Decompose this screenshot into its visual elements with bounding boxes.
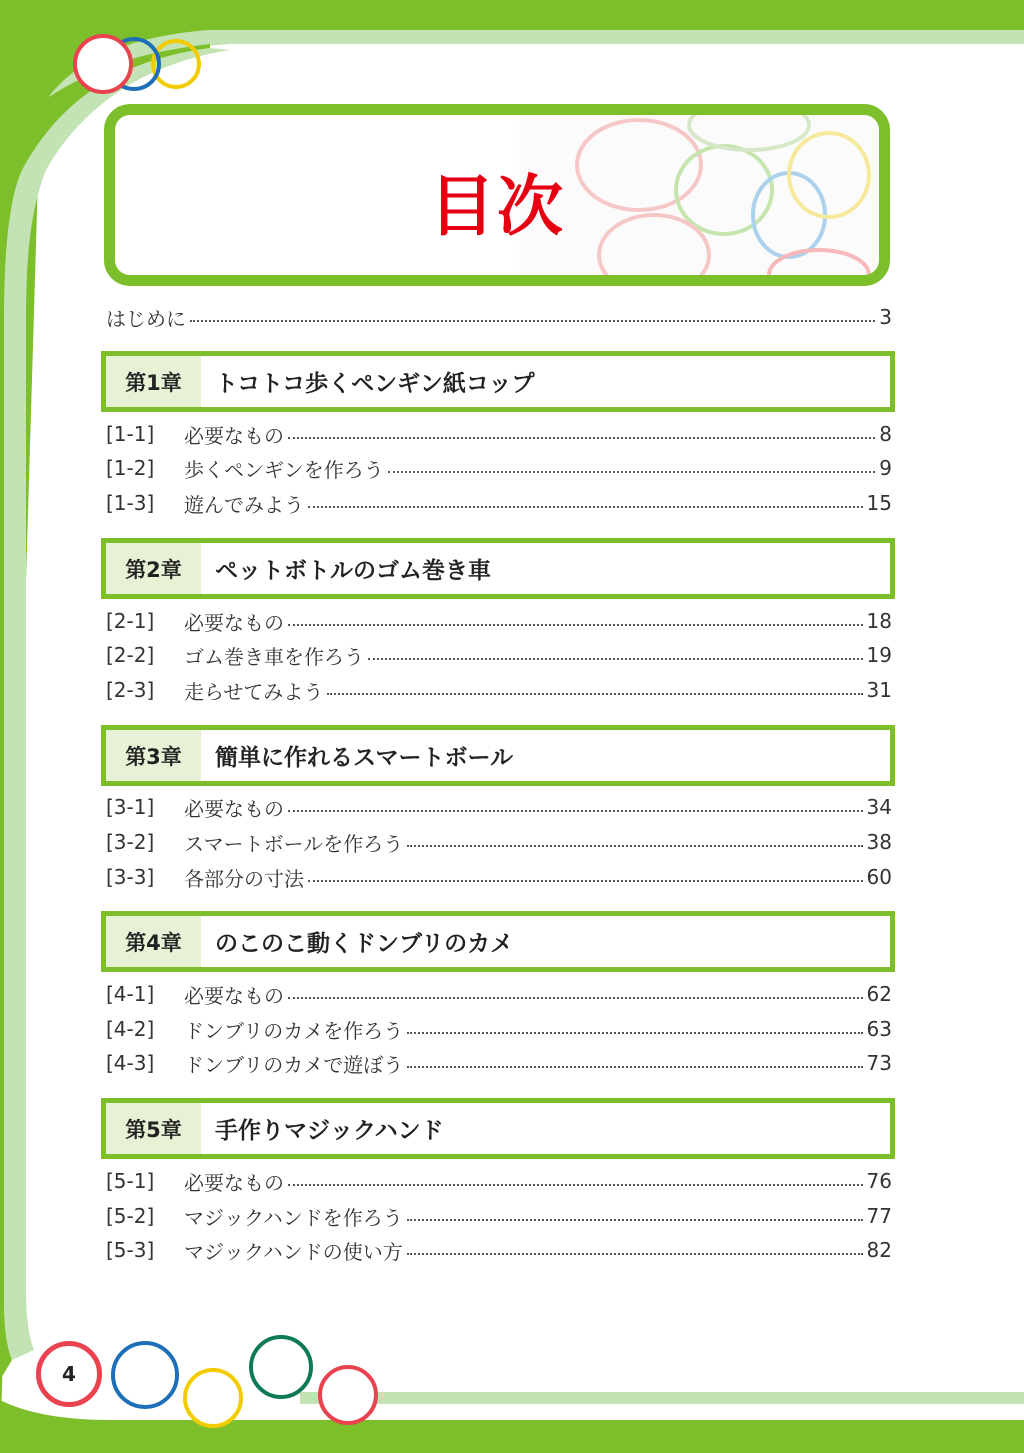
section-number: [3-3] (106, 865, 155, 889)
toc-entry-page: 62 (866, 982, 892, 1006)
section-number: [1-3] (106, 491, 155, 515)
toc-entry-page: 34 (866, 795, 892, 819)
leader-dots (288, 437, 875, 439)
leader-dots (407, 1032, 862, 1034)
toc-entry-label: 必要なもの (184, 983, 284, 1008)
chapter-number: 第2章 (106, 543, 201, 594)
toc-entry-page: 76 (866, 1169, 892, 1193)
leader-dots (288, 997, 863, 999)
leader-dots (407, 1066, 862, 1068)
chapter-heading-3[interactable] (101, 725, 895, 786)
chapter-heading-5[interactable] (101, 1098, 895, 1159)
toc-entry-page: 63 (866, 1017, 892, 1041)
title-box (104, 104, 890, 286)
section-number: [3-2] (106, 830, 155, 854)
section-number: [5-3] (106, 1238, 155, 1262)
toc-entry[interactable] (106, 827, 892, 857)
chapter-title: トコトコ歩くペンギン紙コップ (215, 371, 535, 397)
section-number: [1-2] (106, 456, 155, 480)
toc-entry[interactable] (106, 488, 892, 518)
toc-entry[interactable] (106, 1235, 892, 1265)
toc-entry-label: ドンブリのカメを作ろう (184, 1018, 404, 1043)
section-number: [5-2] (106, 1204, 155, 1228)
chapter-heading-1[interactable] (101, 351, 895, 412)
toc-entry-label: 各部分の寸法 (184, 866, 304, 891)
toc-entry-page: 60 (866, 865, 892, 889)
toc-entry[interactable] (106, 453, 892, 483)
chapter-number: 第1章 (106, 356, 201, 407)
section-number: [5-1] (106, 1169, 155, 1193)
leader-dots (407, 1219, 863, 1221)
toc-entry-page: 31 (866, 678, 892, 702)
leader-dots (288, 1184, 863, 1186)
toc-entry-label: マジックハンドを作ろう (184, 1205, 403, 1230)
toc-entry-page: 8 (879, 422, 892, 446)
leader-dots (288, 810, 863, 812)
section-number: [3-1] (106, 795, 155, 819)
section-number: [2-3] (106, 678, 155, 702)
toc-entry-label: 必要なもの (184, 610, 284, 635)
chapter-title: 手作りマジックハンド (215, 1118, 444, 1144)
toc-entry[interactable] (106, 1014, 892, 1044)
toc-entry-page: 15 (866, 491, 892, 515)
toc-entry[interactable] (106, 1048, 892, 1078)
section-number: [1-1] (106, 422, 155, 446)
leader-dots (368, 658, 863, 660)
toc-entry[interactable] (106, 606, 892, 636)
section-number: [4-1] (106, 982, 155, 1006)
leader-dots (308, 506, 863, 508)
leader-dots (190, 320, 875, 322)
chapter-heading-2[interactable] (101, 538, 895, 599)
section-number: [2-1] (106, 609, 155, 633)
section-number: [4-3] (106, 1051, 155, 1075)
toc-entry-label: 歩くペンギンを作ろう (184, 457, 384, 482)
chapter-title: のこのこ動くドンブリのカメ (215, 931, 514, 957)
toc-entry[interactable] (106, 675, 892, 705)
toc-entry-page: 9 (879, 456, 892, 480)
chapter-number: 第4章 (106, 916, 201, 967)
toc-entry-intro[interactable] (106, 302, 892, 332)
toc-entry-label: はじめに (106, 306, 186, 331)
toc-entry-label: 走らせてみよう (184, 679, 324, 704)
toc-entry-label: ドンブリのカメで遊ぼう (184, 1052, 404, 1077)
page-number: 4 (36, 1341, 102, 1407)
toc-entry[interactable] (106, 419, 892, 449)
chapter-title: ペットボトルのゴム巻き車 (215, 558, 491, 584)
toc-entry-page: 18 (866, 609, 892, 633)
toc-entry-page: 19 (866, 643, 892, 667)
toc-entry-label: ゴム巻き車を作ろう (184, 644, 364, 669)
toc-entry-label: 遊んでみよう (184, 492, 304, 517)
toc-entry-label: 必要なもの (184, 796, 284, 821)
toc-entry-page: 3 (879, 305, 892, 329)
leader-dots (288, 624, 863, 626)
toc-entry[interactable] (106, 792, 892, 822)
toc-entry[interactable] (106, 640, 892, 670)
toc-entry[interactable] (106, 1201, 892, 1231)
page-title: 目次 (429, 168, 565, 245)
toc-entry-page: 77 (866, 1204, 892, 1228)
toc-entry-label: マジックハンドの使い方 (184, 1239, 403, 1264)
toc-entry[interactable] (106, 862, 892, 892)
leader-dots (388, 471, 875, 473)
chapter-heading-4[interactable] (101, 911, 895, 972)
leader-dots (308, 880, 863, 882)
leader-dots (407, 1253, 863, 1255)
toc-entry[interactable] (106, 979, 892, 1009)
toc-entry[interactable] (106, 1166, 892, 1196)
section-number: [2-2] (106, 643, 155, 667)
chapter-title: 簡単に作れるスマートボール (215, 745, 514, 771)
toc-entry-page: 38 (866, 830, 892, 854)
toc-entry-page: 73 (866, 1051, 892, 1075)
toc-entry-label: 必要なもの (184, 423, 284, 448)
toc-entry-label: スマートボールを作ろう (184, 831, 404, 856)
leader-dots (407, 845, 862, 847)
toc-entry-page: 82 (866, 1238, 892, 1262)
chapter-number: 第5章 (106, 1103, 201, 1154)
section-number: [4-2] (106, 1017, 155, 1041)
chapter-number: 第3章 (106, 730, 201, 781)
toc-entry-label: 必要なもの (184, 1170, 284, 1195)
leader-dots (327, 693, 862, 695)
